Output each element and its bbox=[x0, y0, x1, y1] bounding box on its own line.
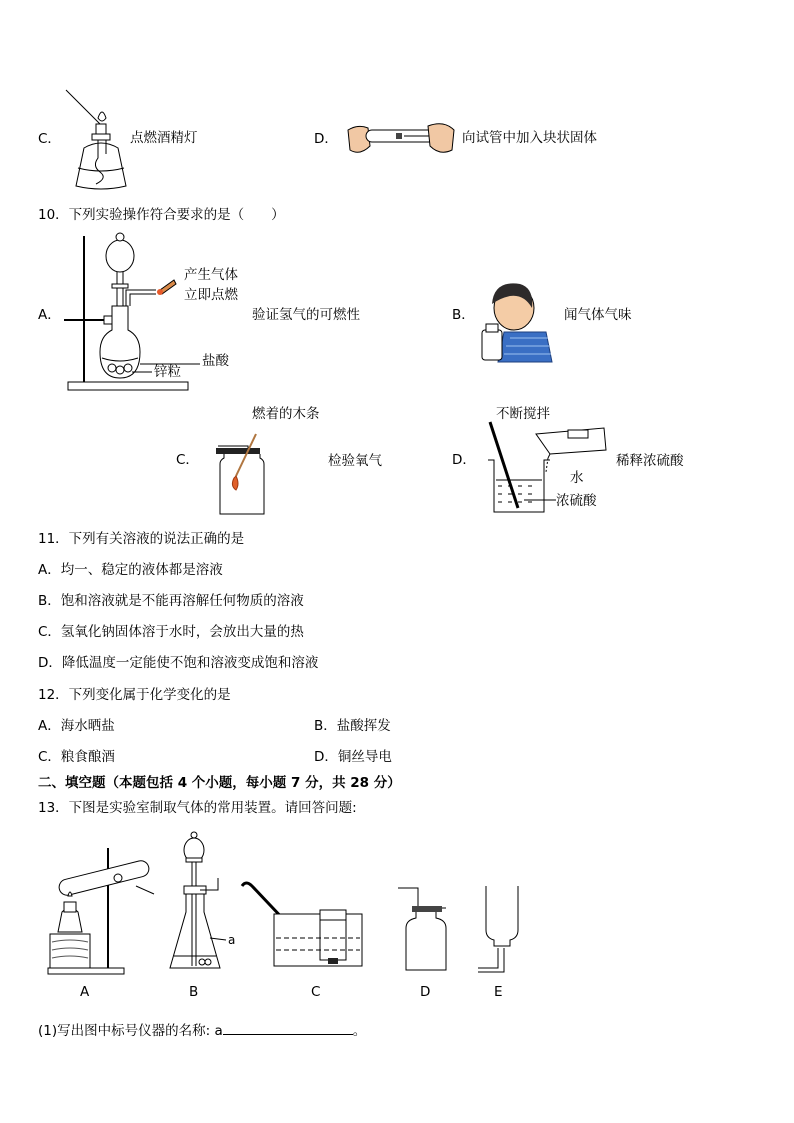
q10-option-c-text: 检验氧气 bbox=[328, 453, 382, 469]
q10-option-a-label-zinc: 锌粒 bbox=[154, 364, 181, 380]
q13-stem: 13．下图是实验室制取气体的常用装置。请回答问题: bbox=[38, 800, 357, 816]
section-two-heading: 二、填空题（本题包括 4 个小题，每小题 7 分，共 28 分） bbox=[38, 775, 401, 791]
q12-stem: 12．下列变化属于化学变化的是 bbox=[38, 687, 231, 703]
q11-option-b: B．饱和溶液就是不能再溶解任何物质的溶液 bbox=[38, 593, 304, 609]
apparatus-label-c: C bbox=[311, 984, 321, 1000]
q10-option-a-letter: A． bbox=[38, 307, 61, 323]
q10-option-d-label-water: 水 bbox=[570, 470, 584, 486]
q10-option-b-text: 闻气体气味 bbox=[564, 307, 632, 323]
apparatus-label-e: E bbox=[494, 984, 503, 1000]
q13-sub1-suffix: 。 bbox=[352, 1023, 367, 1039]
apparatus-a-figure bbox=[44, 842, 156, 978]
q9-option-d-text: 向试管中加入块状固体 bbox=[462, 130, 597, 146]
boy-smelling-gas-figure bbox=[476, 274, 554, 364]
q11-option-c: C．氢氧化钠固体溶于水时，会放出大量的热 bbox=[38, 624, 304, 640]
q11-stem: 11．下列有关溶液的说法正确的是 bbox=[38, 531, 245, 547]
hydrogen-generator-figure bbox=[60, 232, 244, 396]
apparatus-label-d: D bbox=[420, 984, 431, 1000]
apparatus-d-figure bbox=[396, 884, 452, 974]
q10-option-a-label-hcl: 盐酸 bbox=[202, 353, 229, 369]
oxygen-test-bottle-figure bbox=[210, 428, 268, 518]
q13-sub1 bbox=[38, 1022, 366, 1039]
q12-option-b: B．盐酸挥发 bbox=[314, 718, 391, 734]
q10-option-c-letter: C． bbox=[176, 452, 199, 468]
q12-option-d: D．铜丝导电 bbox=[314, 749, 392, 765]
q10-option-d-letter: D． bbox=[452, 452, 476, 468]
q11-option-d: D．降低温度一定能使不饱和溶液变成饱和溶液 bbox=[38, 655, 319, 671]
apparatus-c-figure bbox=[236, 880, 366, 972]
q12-option-c: C．粮食酿酒 bbox=[38, 749, 115, 765]
q13-sub1-answer-blank[interactable] bbox=[223, 1022, 353, 1035]
q10-option-d-text: 稀释浓硫酸 bbox=[616, 453, 684, 469]
q10-option-b-letter: B． bbox=[452, 307, 475, 323]
q9-option-c-text: 点燃酒精灯 bbox=[130, 130, 198, 146]
q10-option-a-label-ignite: 立即点燃 bbox=[184, 287, 238, 303]
alcohol-lamp-lighting-figure bbox=[62, 88, 130, 194]
q10-option-d-label-acid: 浓硫酸 bbox=[556, 493, 597, 509]
q11-option-a: A．均一、稳定的液体都是溶液 bbox=[38, 562, 223, 578]
q12-option-a: A．海水晒盐 bbox=[38, 718, 115, 734]
q13-sub1-prefix: (1)写出图中标号仪器的名称: a bbox=[38, 1023, 223, 1039]
q10-option-d-label-stir: 不断搅拌 bbox=[496, 406, 550, 422]
apparatus-b-mark-a: a bbox=[228, 933, 236, 947]
apparatus-e-figure bbox=[474, 884, 530, 976]
q9-option-d-letter: D． bbox=[314, 131, 338, 147]
test-tube-adding-solid-figure bbox=[344, 116, 460, 160]
q9-option-c-letter: C． bbox=[38, 131, 61, 147]
apparatus-b-figure bbox=[166, 830, 232, 980]
q10-option-a-text: 验证氢气的可燃性 bbox=[252, 307, 360, 323]
apparatus-label-b: B bbox=[189, 984, 199, 1000]
q10-option-a-label-gas: 产生气体 bbox=[184, 267, 238, 283]
q10-stem: 10．下列实验操作符合要求的是（ ） bbox=[38, 207, 285, 223]
q10-option-c-label: 燃着的木条 bbox=[252, 406, 320, 422]
apparatus-label-a: A bbox=[80, 984, 90, 1000]
